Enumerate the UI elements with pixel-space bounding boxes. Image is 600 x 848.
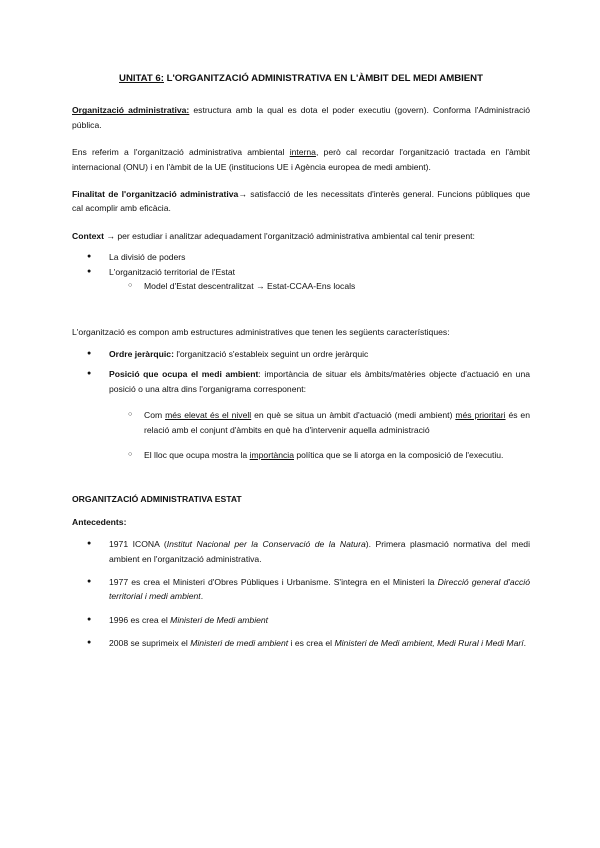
paragraph-scope xyxy=(72,145,530,174)
item-text-italic: Ministeri de medi ambient xyxy=(190,638,289,649)
sub-text-underlined: més elevat és el nivell xyxy=(165,410,252,421)
item-text-italic: Ministeri de Medi ambient, Medi Rural i Medi Marí xyxy=(334,638,524,649)
title-unit: UNITAT 6: xyxy=(119,73,164,84)
paragraph-definition xyxy=(72,103,530,132)
scope-text-a: Ens referim a l'organització administrativa ambiental xyxy=(72,147,290,158)
item-text: 2008 se suprimeix el xyxy=(109,638,191,649)
sub-text: en què se situa un àmbit d'actuació (medi ambient) xyxy=(251,410,456,421)
list-item-text: l'organització s'estableix seguint un ordre jeràrquic xyxy=(173,348,369,359)
paragraph-context xyxy=(72,229,530,243)
sub-text: és en relació amb el conjunt d'àmbits en què ha d'intervenir aquella administració xyxy=(144,410,530,435)
sub-list-item xyxy=(72,448,530,462)
title-text: L'ORGANITZACIÓ ADMINISTRATIVA EN L'ÀMBIT DEL MEDI AMBIENT xyxy=(163,73,483,84)
item-text-italic: Direcció general d'acció territorial i medi ambient xyxy=(109,576,530,602)
sub-text: El lloc que ocupa mostra la xyxy=(144,449,250,460)
list-item xyxy=(72,347,530,361)
item-text: ). Primera plasmació normativa del medi ambient en l'organització administrativa. xyxy=(109,539,530,564)
item-text: 1971 ICONA ( xyxy=(109,539,167,550)
list-item xyxy=(72,636,530,650)
context-list xyxy=(72,250,530,293)
item-text: . xyxy=(200,591,204,602)
scope-text-interna: interna xyxy=(289,147,316,158)
sub-text: Com xyxy=(144,410,166,421)
list-item xyxy=(72,575,530,604)
item-text: i es crea el xyxy=(288,638,335,649)
item-text: 1996 es crea el xyxy=(109,614,171,625)
list-item xyxy=(72,367,530,396)
list-item xyxy=(72,613,530,627)
sub-list-item xyxy=(72,408,530,437)
item-text-italic: Ministeri de Medi ambient xyxy=(170,614,269,625)
list-item: ● L'organització territorial de l'Estat xyxy=(72,265,530,279)
context-text: → per estudiar i analitzar adequadament l'organització administrativa ambiental cal tenir present: xyxy=(104,230,475,241)
sub-list-item: ○ Model d'Estat descentralitzat → Estat-CCAA-Ens locals xyxy=(72,279,530,293)
sub-text-underlined: més prioritari xyxy=(455,410,506,421)
paragraph-characteristics: L'organització es compon amb estructures administratives que tenen les següents característiques: xyxy=(72,327,450,338)
list-item-text: : importància de situar els àmbits/matèries objecte d'actuació en una posició o una altra dins l'organigrama corresponent: xyxy=(109,369,530,394)
section-title: ORGANITZACIÓ ADMINISTRATIVA ESTAT xyxy=(72,494,242,505)
characteristics-list xyxy=(72,347,530,462)
finalitat-term: Finalitat de l'organització administrativa xyxy=(72,189,239,200)
scope-text-c: , però cal recordar l'organització tractada en l'àmbit internacional (ONU) i en l'àmbit de la UE (institucions UE i Agència europea de medi ambient). xyxy=(72,147,530,172)
antecedents-label: Antecedents: xyxy=(72,516,127,527)
paragraph-finalitat xyxy=(72,187,530,216)
item-text: . xyxy=(523,638,527,649)
page-title xyxy=(72,72,530,86)
definition-term: Organització administrativa: xyxy=(72,105,190,116)
sub-text: política que se li atorga en la composició de l'executiu. xyxy=(294,449,504,460)
list-item xyxy=(72,537,530,566)
item-text-italic: Institut Nacional per la Conservació de la Natura xyxy=(166,539,366,550)
item-text: 1977 es crea el Ministeri d'Obres Públiques i Urbanisme. S'integra en el Ministeri la xyxy=(109,576,438,587)
sub-text-underlined: importància xyxy=(249,449,294,460)
antecedents-list xyxy=(72,537,530,650)
finalitat-text: → satisfacció de les necessitats d'interès general. Funcions públiques que cal acomplir amb eficàcia. xyxy=(72,189,530,214)
context-term: Context xyxy=(72,230,104,241)
definition-text: estructura amb la qual es dota el poder executiu (govern). Conforma l'Administració pública. xyxy=(72,105,530,130)
list-item: ● La divisió de poders xyxy=(72,250,530,264)
document-page xyxy=(72,62,530,651)
list-item-term: Ordre jeràrquic: xyxy=(109,348,174,359)
list-item-term: Posició que ocupa el medi ambient xyxy=(109,369,259,380)
